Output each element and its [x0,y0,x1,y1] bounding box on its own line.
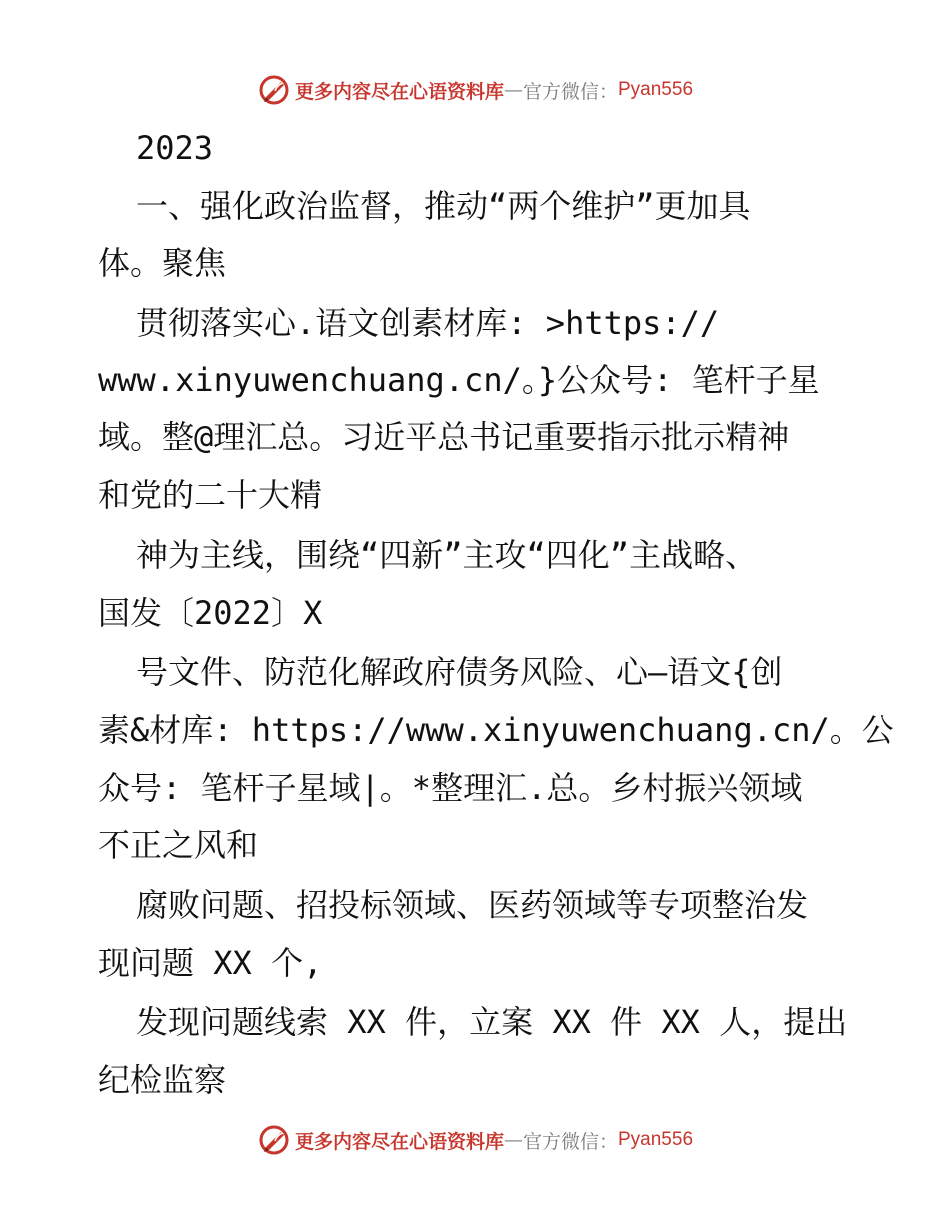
text-line: 神为主线，围绕“四新”主攻“四化”主战略、 [136,536,758,574]
text-line: 一、强化政治监督，推动“两个维护”更加具 [136,187,751,225]
library-text: 更多内容尽在心语资料库 [294,80,504,103]
text-line: 体。聚焦 [98,244,227,282]
text-line: 腐败问题、招投标领域、医药领域等专项整治发 [136,886,809,924]
text-line: 素&材库: https://www.xinyuwenchuang.cn/。公 [98,711,894,749]
footer-watermark-banner [0,1122,950,1158]
header-watermark-banner [0,72,950,108]
wechat-id: Pyan556 [618,1129,694,1150]
banner-dash: — [503,1129,523,1151]
text-line: 现问题 XX 个, [98,944,323,982]
wechat-label: 官方微信： [522,1130,618,1153]
text-line: 贯彻落实心.语文创素材库: >https:// [136,304,720,342]
text-line: 国发〔2022〕X [98,594,323,632]
text-line: 和党的二十大精 [98,476,323,514]
text-line: 号文件、防范化解政府债务风险、心—语文{创 [136,653,783,691]
text-line: 域。整@理汇总。习近平总书记重要指示批示精神 [98,418,790,456]
library-text: 更多内容尽在心语资料库 [294,1130,504,1153]
text-line: www.xinyuwenchuang.cn/。}公众号: 笔杆子星 [98,361,820,399]
text-line: 不正之风和 [98,826,259,864]
pen-logo-icon [257,73,291,107]
wechat-label: 官方微信： [522,80,618,103]
text-line: 发现问题线索 XX 件，立案 XX 件 XX 人，提出 [136,1003,848,1041]
text-line: 2023 [136,129,214,167]
text-line: 纪检监察 [98,1061,227,1099]
text-line: 众号: 笔杆子星域|。*整理汇.总。乡村振兴领域 [98,769,803,807]
pen-logo-icon [257,1123,291,1157]
banner-dash: — [503,79,523,101]
wechat-id: Pyan556 [618,79,694,100]
